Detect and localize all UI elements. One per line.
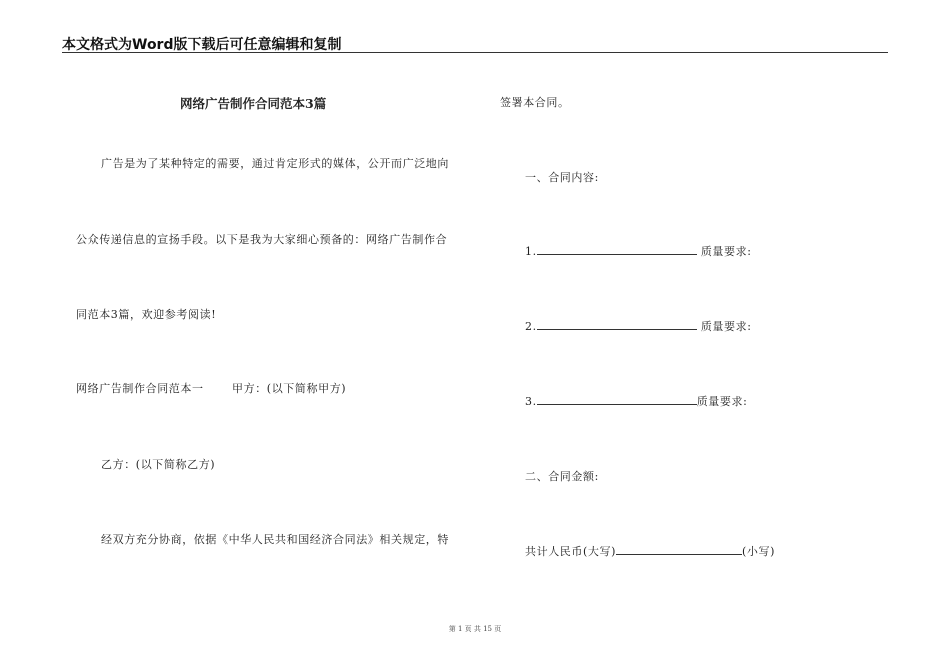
paragraph-line-7: 经双方充分协商，依据《中华人民共和国经济合同法》相关规定，特 [101, 533, 449, 546]
amount-line [525, 543, 775, 559]
amount-prefix: 共计人民币(大写) [525, 545, 616, 558]
amount-suffix: (小写) [741, 545, 775, 558]
paragraph-line-1: 广告是为了某种特定的需要，通过肯定形式的媒体，公开而广泛地向 [101, 157, 449, 170]
item-2 [525, 318, 752, 334]
document-title: 网络广告制作合同范本3篇 [180, 96, 327, 111]
item-label: 质量要求: [696, 395, 748, 408]
blank-line [537, 319, 697, 330]
contract-subtitle: 网络广告制作合同范本一 [76, 382, 204, 395]
item-1 [525, 243, 752, 259]
paragraph-line-2: 公众传递信息的宣扬手段。以下是我为大家细心预备的：网络广告制作合 [76, 233, 448, 246]
sign-line: 签署本合同。 [500, 96, 570, 109]
blank-line [537, 394, 697, 405]
party-a: 甲方：(以下简称甲方) [232, 382, 347, 395]
blank-line [537, 244, 697, 255]
item-number: 3. [525, 395, 537, 408]
item-3 [525, 393, 747, 409]
item-number: 1. [525, 245, 537, 258]
section-contract-content: 一、合同内容: [525, 171, 599, 184]
item-number: 2. [525, 320, 537, 333]
item-label: 质量要求: [700, 245, 752, 258]
item-label: 质量要求: [700, 320, 752, 333]
blank-line [616, 544, 742, 555]
document-header: 本文格式为Word版下载后可任意编辑和复制 [62, 37, 342, 53]
party-b: 乙方：(以下简称乙方) [101, 458, 216, 471]
paragraph-line-3: 同范本3篇，欢迎参考阅读! [76, 308, 217, 321]
section-contract-amount: 二、合同金额: [525, 470, 599, 483]
header-rule [62, 52, 888, 53]
page-footer: 第 1 页 共 15 页 [448, 625, 502, 633]
